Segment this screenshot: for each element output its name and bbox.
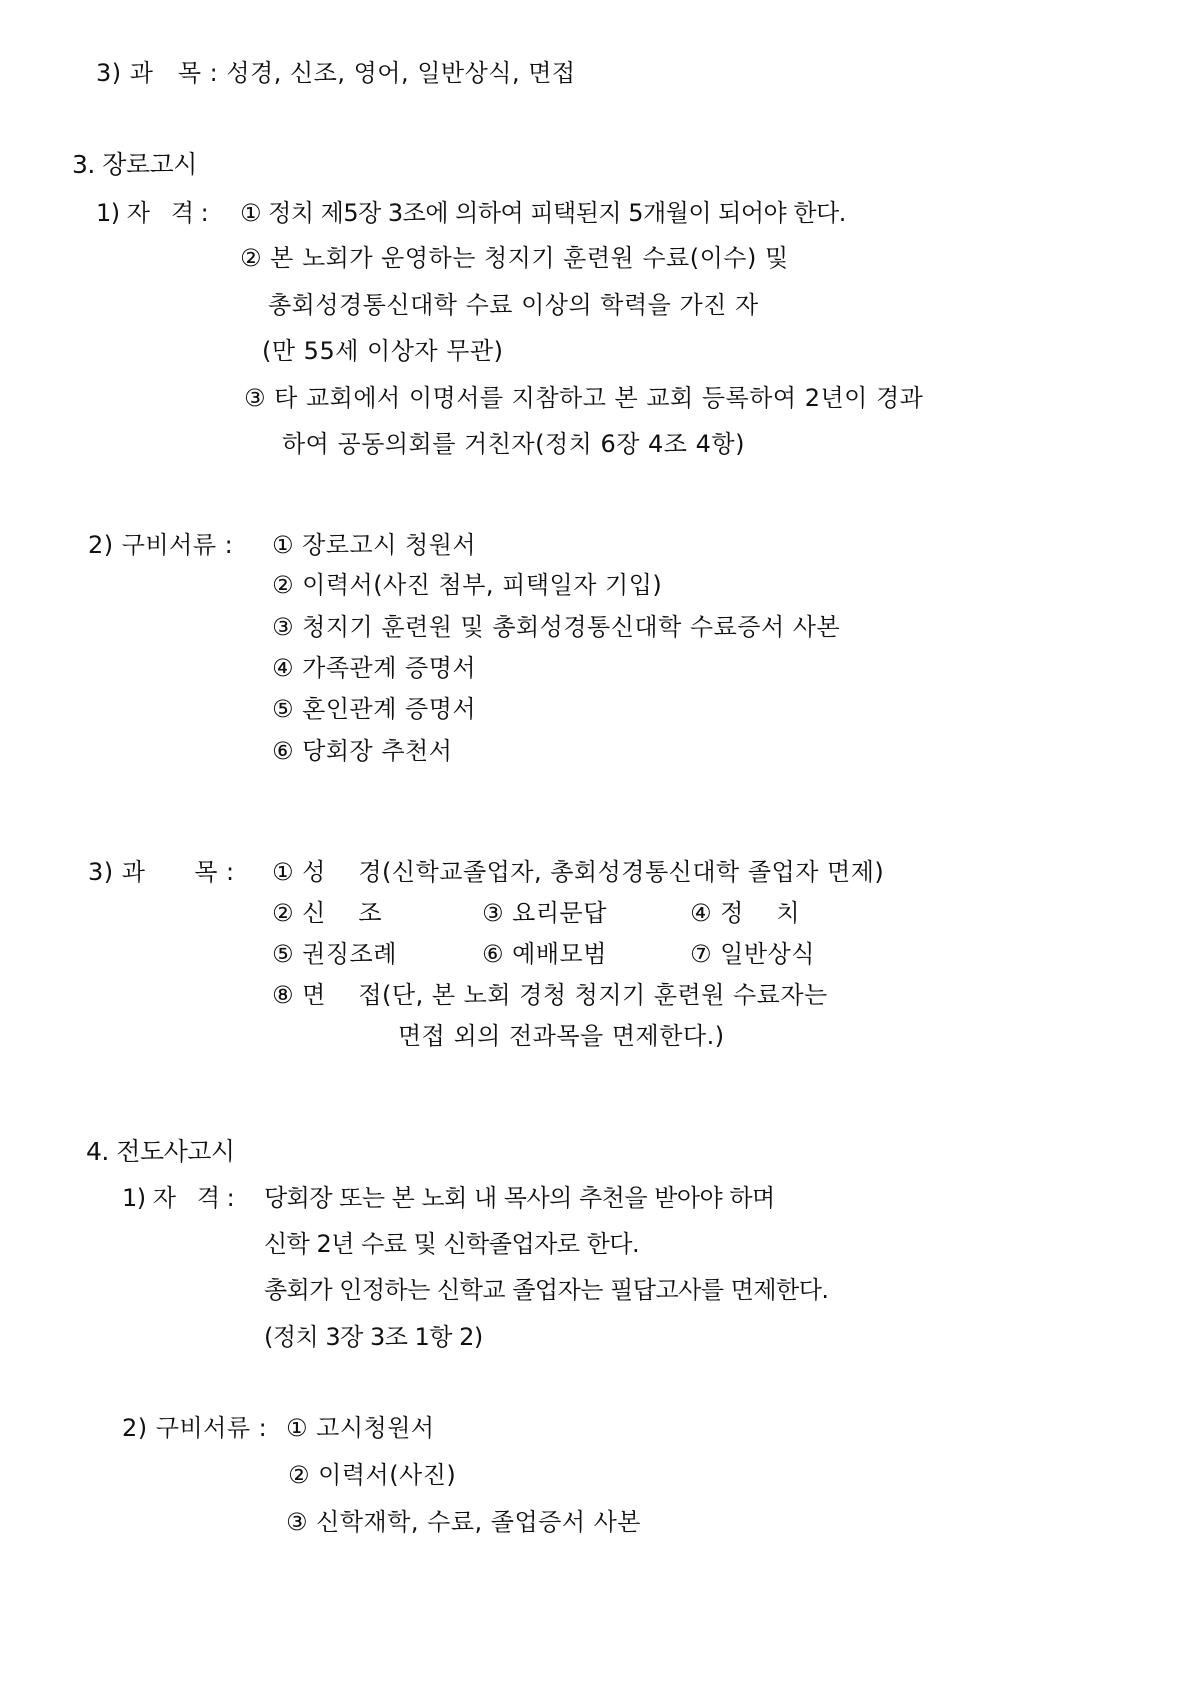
s3-subject-catechism: ③ 요리문답 bbox=[482, 899, 607, 927]
s4-qualification-line-4: (정치 3장 3조 1항 2) bbox=[264, 1323, 483, 1351]
s3-subjects-label: 3) 과 목 : bbox=[88, 858, 235, 886]
s3-qualification-item-2-cont: 총회성경통신대학 수료 이상의 학력을 가진 자 bbox=[268, 291, 759, 319]
s3-document-item-1: ① 장로고시 청원서 bbox=[272, 531, 477, 559]
s3-qualification-label: 1) 자 격 : bbox=[96, 199, 209, 227]
s4-qualification-label: 1) 자 격 : bbox=[122, 1184, 235, 1212]
s3-qualification-item-1: ① 정치 제5장 3조에 의하여 피택된지 5개월이 되어야 한다. bbox=[240, 199, 846, 227]
s4-document-item-3: ③ 신학재학, 수료, 졸업증서 사본 bbox=[286, 1508, 641, 1536]
s3-documents-label: 2) 구비서류 : bbox=[88, 531, 234, 559]
s3-qualification-item-3: ③ 타 교회에서 이명서를 지참하고 본 교회 등록하여 2년이 경과 bbox=[244, 384, 924, 412]
s3-qualification-item-3-cont: 하여 공동의회를 거친자(정치 6장 4조 4항) bbox=[282, 430, 745, 458]
s3-subject-creed: ② 신 조 bbox=[272, 899, 383, 927]
s4-qualification-line-2: 신학 2년 수료 및 신학졸업자로 한다. bbox=[264, 1230, 640, 1258]
s3-document-item-2: ② 이력서(사진 첨부, 피택일자 기입) bbox=[272, 571, 663, 599]
s3-subject-worship: ⑥ 예배모범 bbox=[482, 940, 607, 968]
s4-document-item-2: ② 이력서(사진) bbox=[288, 1461, 457, 1489]
s3-document-item-6: ⑥ 당회장 추천서 bbox=[272, 737, 453, 765]
s3-subject-polity: ④ 정 치 bbox=[690, 899, 801, 927]
s3-document-item-5: ⑤ 혼인관계 증명서 bbox=[272, 695, 477, 723]
s3-qualification-item-2: ② 본 노회가 운영하는 청지기 훈련원 수료(이수) 및 bbox=[240, 244, 789, 272]
s4-documents-label: 2) 구비서류 : bbox=[122, 1414, 268, 1442]
section-4-title: 4. 전도사고시 bbox=[86, 1137, 235, 1166]
s3-subject-discipline: ⑤ 권징조례 bbox=[272, 940, 397, 968]
s3-subject-interview: ⑧ 면 접(단, 본 노회 경청 청지기 훈련원 수료자는 bbox=[272, 981, 828, 1009]
section-3-title: 3. 장로고시 bbox=[72, 150, 197, 179]
prev-subjects-line: 3) 과 목 : 성경, 신조, 영어, 일반상식, 면접 bbox=[96, 59, 576, 87]
s3-subject-general: ⑦ 일반상식 bbox=[690, 940, 815, 968]
s4-document-item-1: ① 고시청원서 bbox=[286, 1414, 435, 1442]
s3-qualification-item-2-note: (만 55세 이상자 무관) bbox=[262, 337, 504, 365]
s3-document-item-4: ④ 가족관계 증명서 bbox=[272, 654, 477, 682]
s4-qualification-line-1: 당회장 또는 본 노회 내 목사의 추천을 받아야 하며 bbox=[264, 1184, 775, 1212]
s3-subject-interview-note: 면접 외의 전과목을 면제한다.) bbox=[398, 1022, 725, 1050]
s4-qualification-line-3: 총회가 인정하는 신학교 졸업자는 필답고사를 면제한다. bbox=[264, 1276, 829, 1304]
s3-document-item-3: ③ 청지기 훈련원 및 총회성경통신대학 수료증서 사본 bbox=[272, 613, 841, 641]
s3-subject-line-1: ① 성 경(신학교졸업자, 총회성경통신대학 졸업자 면제) bbox=[272, 858, 885, 886]
